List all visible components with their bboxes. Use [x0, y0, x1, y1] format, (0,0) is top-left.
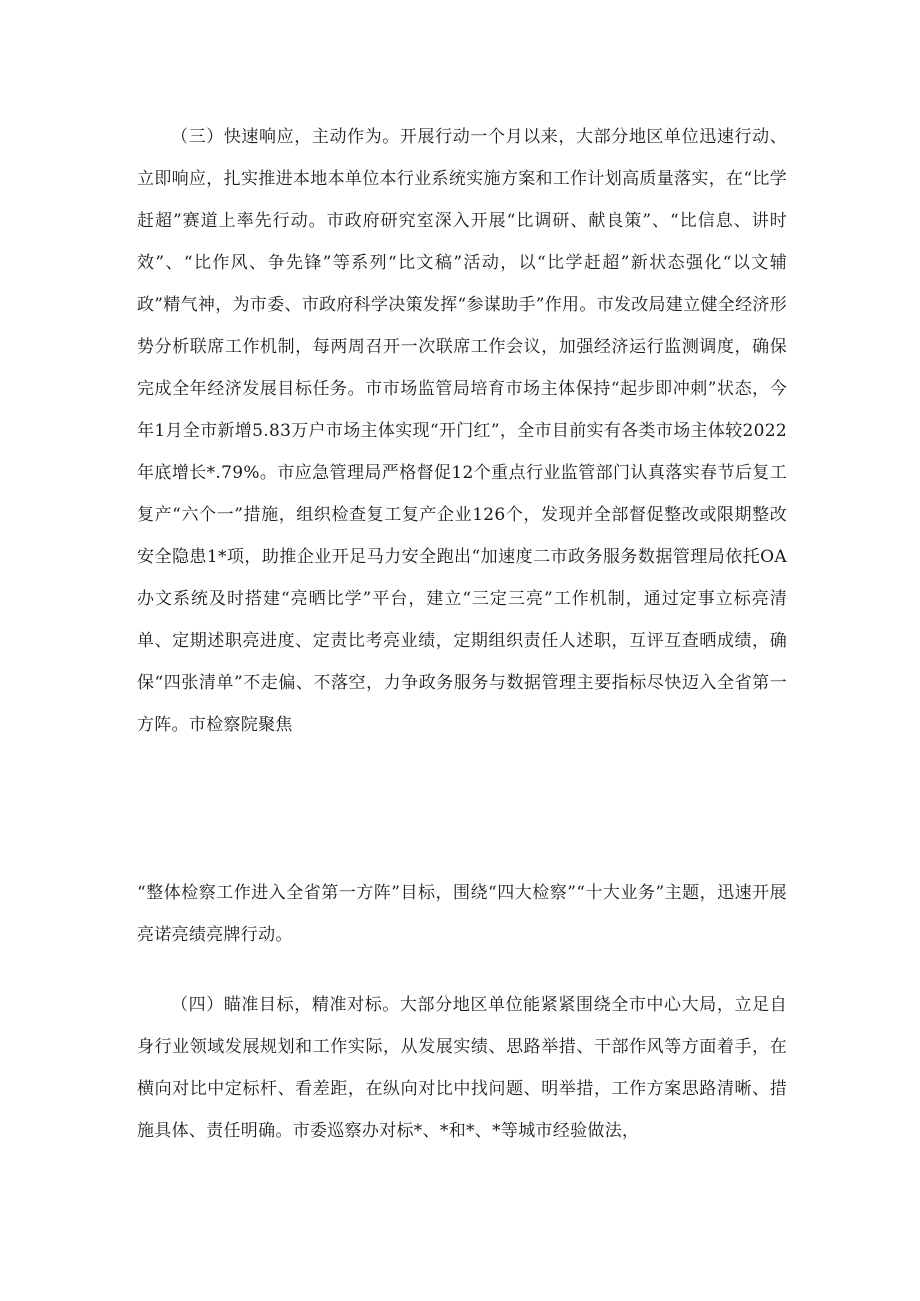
- paragraph-section-3-continued: “整体检察工作进入全省第一方阵”目标，围绕“四大检察”“十大业务”主题，迅速开展亮诺亮绩亮牌行动。: [137, 883, 787, 945]
- paragraph-section-3: （三）快速响应，主动作为。开展行动一个月以来，大部分地区单位迅速行动、立即响应，扎实推进本地本单位本行业系统实施方案和工作计划高质量落实，在“比学赶超”赛道上率先行动。市政府研究室深入开展“比调研、献良策”、“比信息、讲时效”、“比作风、争先锋”等系列“比文稿”活动，以“比学赶超”新状态强化“以文辅政”精气神，为市委、市政府科学决策发挥“参谋助手”作用。市发改局建立健全经济形势分析联席工作机制，每两周召开一次联席工作会议，加强经济运行监测调度，确保完成全年经济发展目标任务。市市场监管局培育市场主体保持“起步即冲刺”状态，今年1月全市新增5.83万户市场主体实现“开门红”，全市目前实有各类市场主体较2022年底增长*.79%。市应急管理局严格督促12个重点行业监管部门认真落实春节后复工复产“六个一”措施，组织检查复工复产企业126个，发现并全部督促整改或限期整改安全隐患1*项，助推企业开足马力安全跑出“加速度二市政务服务数据管理局依托OA办文系统及时搭建“亮晒比学”平台，建立“三定三亮”工作机制，通过定事立标亮清单、定期述职亮进度、定责比考亮业绩，定期组织责任人述职，互评互查晒成绩，确保“四张清单”不走偏、不落空，力争政务服务与数据管理主要指标尽快迈入全省第一方阵。市检察院聚焦: [137, 127, 787, 735]
- paragraph-section-4: （四）瞄准目标，精准对标。大部分地区单位能紧紧围绕全市中心大局，立足自身行业领域发展规划和工作实际，从发展实绩、思路举措、干部作风等方面着手，在横向对比中定标杆、看差距，在纵向对比中找问题、明举措，工作方案思路清晰、措施具体、责任明确。市委巡察办对标*、*和*、*等城市经验做法，: [137, 995, 787, 1141]
